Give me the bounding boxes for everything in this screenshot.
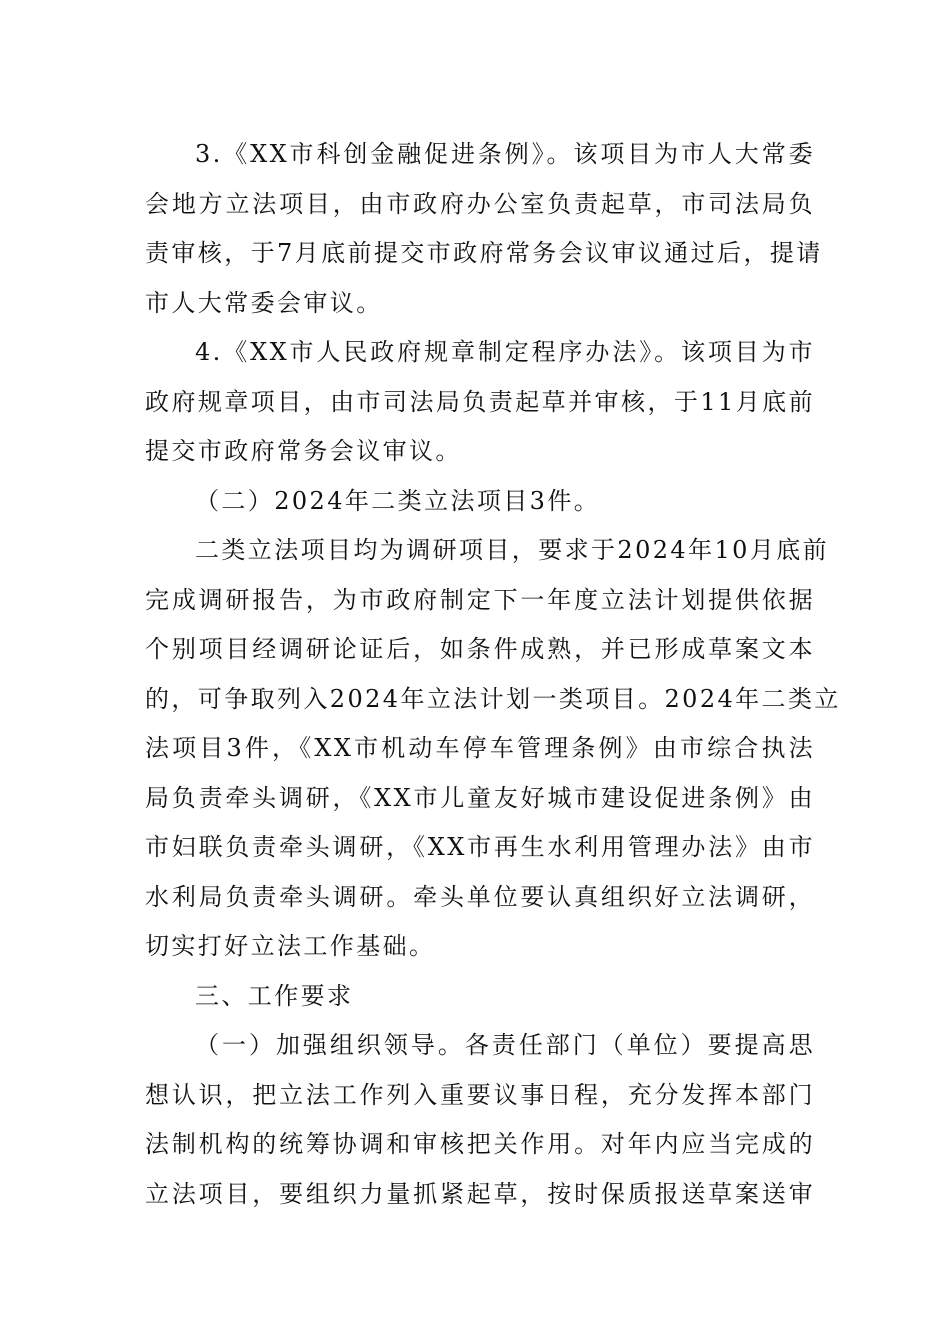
text-line: 责审核，于7月底前提交市政府常务会议审议通过后，提请 bbox=[145, 239, 823, 267]
text-line: 立法项目，要组织力量抓紧起草，按时保质报送草案送审 bbox=[145, 1179, 815, 1208]
text-line: 市妇联负责牵头调研，《XX市再生水利用管理办法》由市 bbox=[145, 833, 815, 861]
section-heading: 三、工作要求 bbox=[195, 981, 354, 1010]
section-heading: （二）2024年二类立法项目3件。 bbox=[195, 486, 601, 515]
text-line: 的，可争取列入2024年立法计划一类项目。2024年二类立 bbox=[145, 684, 841, 713]
text-line: 二类立法项目均为调研项目，要求于2024年10月底前 bbox=[195, 536, 830, 564]
text-line: 个别项目经调研论证后，如条件成熟，并已形成草案文本 bbox=[145, 635, 815, 663]
text-line: 局负责牵头调研，《XX市儿童友好城市建设促进条例》由 bbox=[145, 783, 815, 812]
text-line: 想认识，把立法工作列入重要议事日程，充分发挥本部门 bbox=[145, 1080, 815, 1109]
text-line: 切实打好立法工作基础。 bbox=[145, 932, 436, 960]
text-line: 4.《XX市人民政府规章制定程序办法》。该项目为市 bbox=[195, 338, 815, 366]
text-line: 提交市政府常务会议审议。 bbox=[145, 437, 462, 465]
text-line: 政府规章项目，由市司法局负责起草并审核，于11月底前 bbox=[145, 387, 815, 416]
text-line: 市人大常委会审议。 bbox=[145, 288, 383, 317]
text-line: 会地方立法项目，由市政府办公室负责起草，市司法局负 bbox=[145, 189, 815, 218]
text-line: 3.《XX市科创金融促进条例》。该项目为市人大常委 bbox=[195, 140, 815, 168]
text-line: 法项目3件，《XX市机动车停车管理条例》由市综合执法 bbox=[145, 734, 815, 762]
text-line: 水利局负责牵头调研。牵头单位要认真组织好立法调研， bbox=[145, 882, 815, 911]
text-line: 法制机构的统筹协调和审核把关作用。对年内应当完成的 bbox=[145, 1130, 815, 1158]
text-line: （一）加强组织领导。各责任部门（单位）要提高思 bbox=[195, 1031, 815, 1059]
document-body bbox=[145, 130, 841, 1219]
text-line: 完成调研报告，为市政府制定下一年度立法计划提供依据 bbox=[145, 585, 815, 614]
